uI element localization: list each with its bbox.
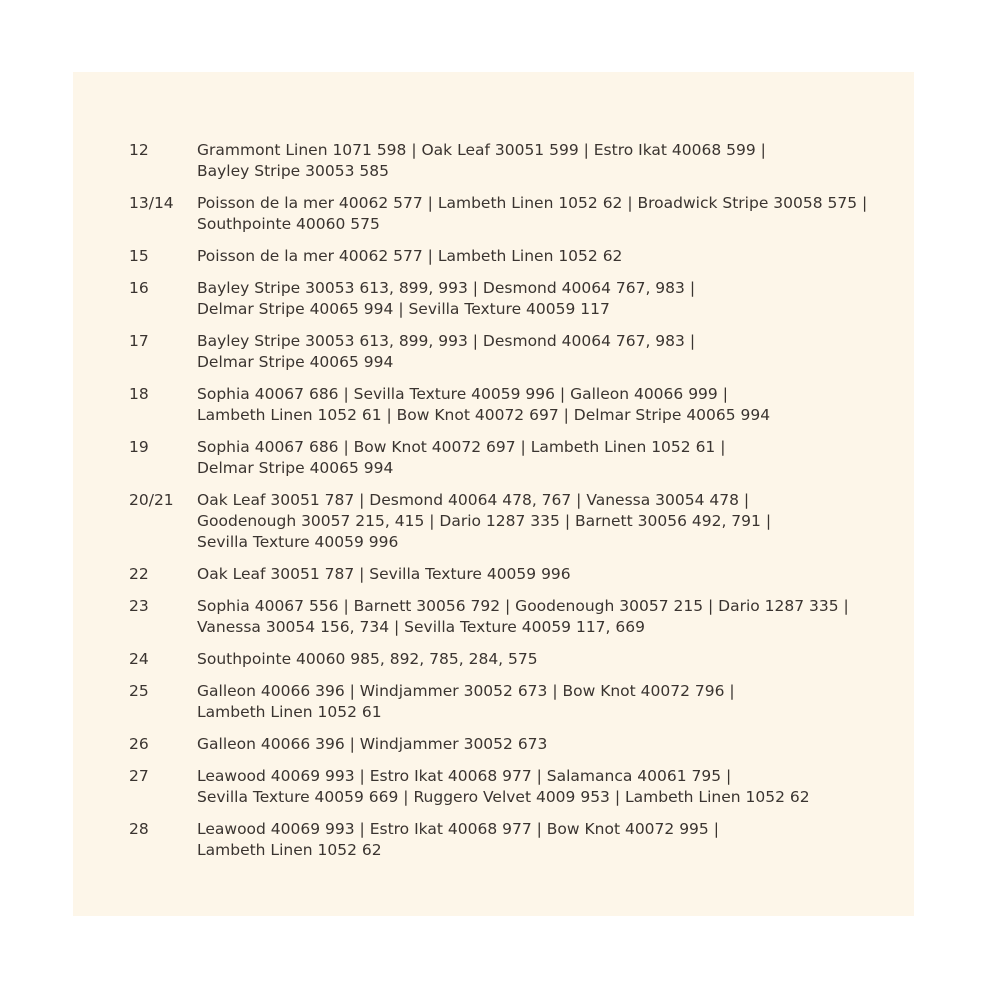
fabric-line: Oak Leaf 30051 787 | Desmond 40064 478, 767 | Vanessa 30054 478 |	[197, 491, 750, 509]
fabric-line: Galleon 40066 396 | Windjammer 30052 673	[197, 735, 548, 753]
fabric-line: Delmar Stripe 40065 994 | Sevilla Texture 40059 117	[197, 300, 610, 318]
fabric-line: Sophia 40067 686 | Bow Knot 40072 697 | Lambeth Linen 1052 61 |	[197, 438, 726, 456]
page-number: 12	[129, 141, 149, 159]
fabric-list	[197, 384, 889, 426]
page-number: 27	[129, 767, 149, 785]
fabric-line: Southpointe 40060 985, 892, 785, 284, 575	[197, 650, 538, 668]
credit-entry	[129, 246, 889, 267]
fabric-line: Sophia 40067 686 | Sevilla Texture 40059 996 | Galleon 40066 999 |	[197, 385, 728, 403]
page-number: 23	[129, 597, 149, 615]
fabric-line: Goodenough 30057 215, 415 | Dario 1287 335 | Barnett 30056 492, 791 |	[197, 512, 772, 530]
page-number: 17	[129, 332, 149, 350]
fabric-list	[197, 649, 889, 670]
credit-entry	[129, 490, 889, 553]
fabric-list	[197, 331, 889, 373]
fabric-line: Poisson de la mer 40062 577 | Lambeth Linen 1052 62	[197, 247, 623, 265]
credit-entry	[129, 564, 889, 585]
fabric-list	[197, 490, 889, 553]
fabric-line: Lambeth Linen 1052 61	[197, 703, 382, 721]
credit-entry	[129, 681, 889, 723]
page-number: 15	[129, 247, 149, 265]
credits-panel	[73, 72, 914, 916]
credit-entry	[129, 278, 889, 320]
page-number: 24	[129, 650, 149, 668]
page-number: 22	[129, 565, 149, 583]
fabric-line: Poisson de la mer 40062 577 | Lambeth Linen 1052 62 | Broadwick Stripe 30058 575 |	[197, 194, 868, 212]
page-number: 16	[129, 279, 149, 297]
fabric-list	[197, 437, 889, 479]
fabric-list	[197, 246, 889, 267]
fabric-line: Delmar Stripe 40065 994	[197, 459, 394, 477]
fabric-line: Oak Leaf 30051 787 | Sevilla Texture 40059 996	[197, 565, 571, 583]
fabric-list	[197, 596, 889, 638]
fabric-list	[197, 819, 889, 861]
fabric-line: Grammont Linen 1071 598 | Oak Leaf 30051 599 | Estro Ikat 40068 599 |	[197, 141, 766, 159]
credit-entry	[129, 437, 889, 479]
page-number: 28	[129, 820, 149, 838]
credit-entry	[129, 596, 889, 638]
fabric-list	[197, 766, 889, 808]
credit-entry	[129, 766, 889, 808]
fabric-list	[197, 140, 889, 182]
page-number: 19	[129, 438, 149, 456]
page-number: 20/21	[129, 491, 174, 509]
page-number: 26	[129, 735, 149, 753]
credit-entry	[129, 819, 889, 861]
fabric-line: Sevilla Texture 40059 669 | Ruggero Velvet 4009 953 | Lambeth Linen 1052 62	[197, 788, 810, 806]
fabric-list	[197, 278, 889, 320]
fabric-list	[197, 734, 889, 755]
fabric-line: Delmar Stripe 40065 994	[197, 353, 394, 371]
fabric-line: Leawood 40069 993 | Estro Ikat 40068 977 | Salamanca 40061 795 |	[197, 767, 732, 785]
fabric-line: Bayley Stripe 30053 613, 899, 993 | Desmond 40064 767, 983 |	[197, 279, 696, 297]
fabric-line: Sophia 40067 556 | Barnett 30056 792 | Goodenough 30057 215 | Dario 1287 335 |	[197, 597, 849, 615]
page-number: 25	[129, 682, 149, 700]
fabric-line: Vanessa 30054 156, 734 | Sevilla Texture 40059 117, 669	[197, 618, 645, 636]
fabric-list	[197, 564, 889, 585]
credit-entry	[129, 193, 889, 235]
credit-entry	[129, 331, 889, 373]
fabric-line: Leawood 40069 993 | Estro Ikat 40068 977 | Bow Knot 40072 995 |	[197, 820, 719, 838]
fabric-list	[197, 193, 889, 235]
page-number: 18	[129, 385, 149, 403]
fabric-list	[197, 681, 889, 723]
fabric-line: Galleon 40066 396 | Windjammer 30052 673 | Bow Knot 40072 796 |	[197, 682, 735, 700]
credit-entry	[129, 734, 889, 755]
fabric-line: Bayley Stripe 30053 613, 899, 993 | Desmond 40064 767, 983 |	[197, 332, 696, 350]
fabric-line: Bayley Stripe 30053 585	[197, 162, 389, 180]
page-number: 13/14	[129, 194, 174, 212]
fabric-line: Southpointe 40060 575	[197, 215, 380, 233]
credit-entry	[129, 140, 889, 182]
fabric-credits-list	[129, 140, 889, 872]
fabric-line: Sevilla Texture 40059 996	[197, 533, 399, 551]
credit-entry	[129, 649, 889, 670]
fabric-line: Lambeth Linen 1052 61 | Bow Knot 40072 697 | Delmar Stripe 40065 994	[197, 406, 771, 424]
fabric-line: Lambeth Linen 1052 62	[197, 841, 382, 859]
credit-entry	[129, 384, 889, 426]
